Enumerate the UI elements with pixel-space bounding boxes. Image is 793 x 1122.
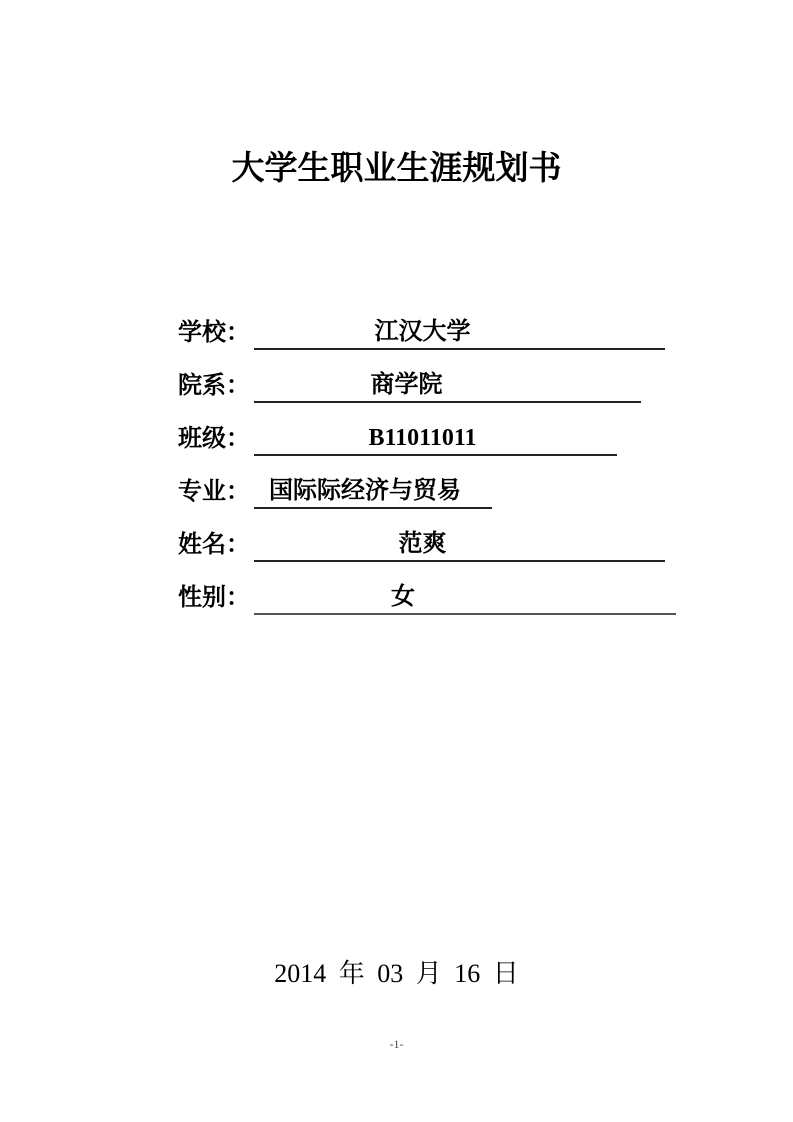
class-label: 班级：	[178, 426, 250, 452]
department-label: 院系：	[178, 373, 250, 399]
document-date: 2014 年 03 月 16 日	[274, 959, 519, 988]
school-value: 江汉大学	[254, 316, 665, 350]
field-row-major	[178, 475, 676, 509]
field-row-class	[178, 422, 676, 456]
document-title: 大学生职业生涯规划书	[231, 151, 562, 187]
gender-value: 女	[254, 581, 676, 615]
field-row-department	[178, 369, 676, 403]
class-value: B11011011	[254, 422, 617, 456]
gender-label: 性别：	[178, 585, 250, 611]
field-row-gender	[178, 581, 676, 615]
field-row-school	[178, 316, 676, 350]
name-label: 姓名：	[178, 532, 250, 558]
cover-form	[178, 316, 676, 634]
field-row-name	[178, 528, 676, 562]
department-value: 商学院	[254, 369, 641, 403]
page-number: -1-	[389, 1037, 404, 1051]
name-value: 范爽	[254, 528, 665, 562]
major-value: 国际际经济与贸易	[254, 475, 492, 509]
major-label: 专业：	[178, 479, 250, 505]
school-label: 学校：	[178, 320, 250, 346]
